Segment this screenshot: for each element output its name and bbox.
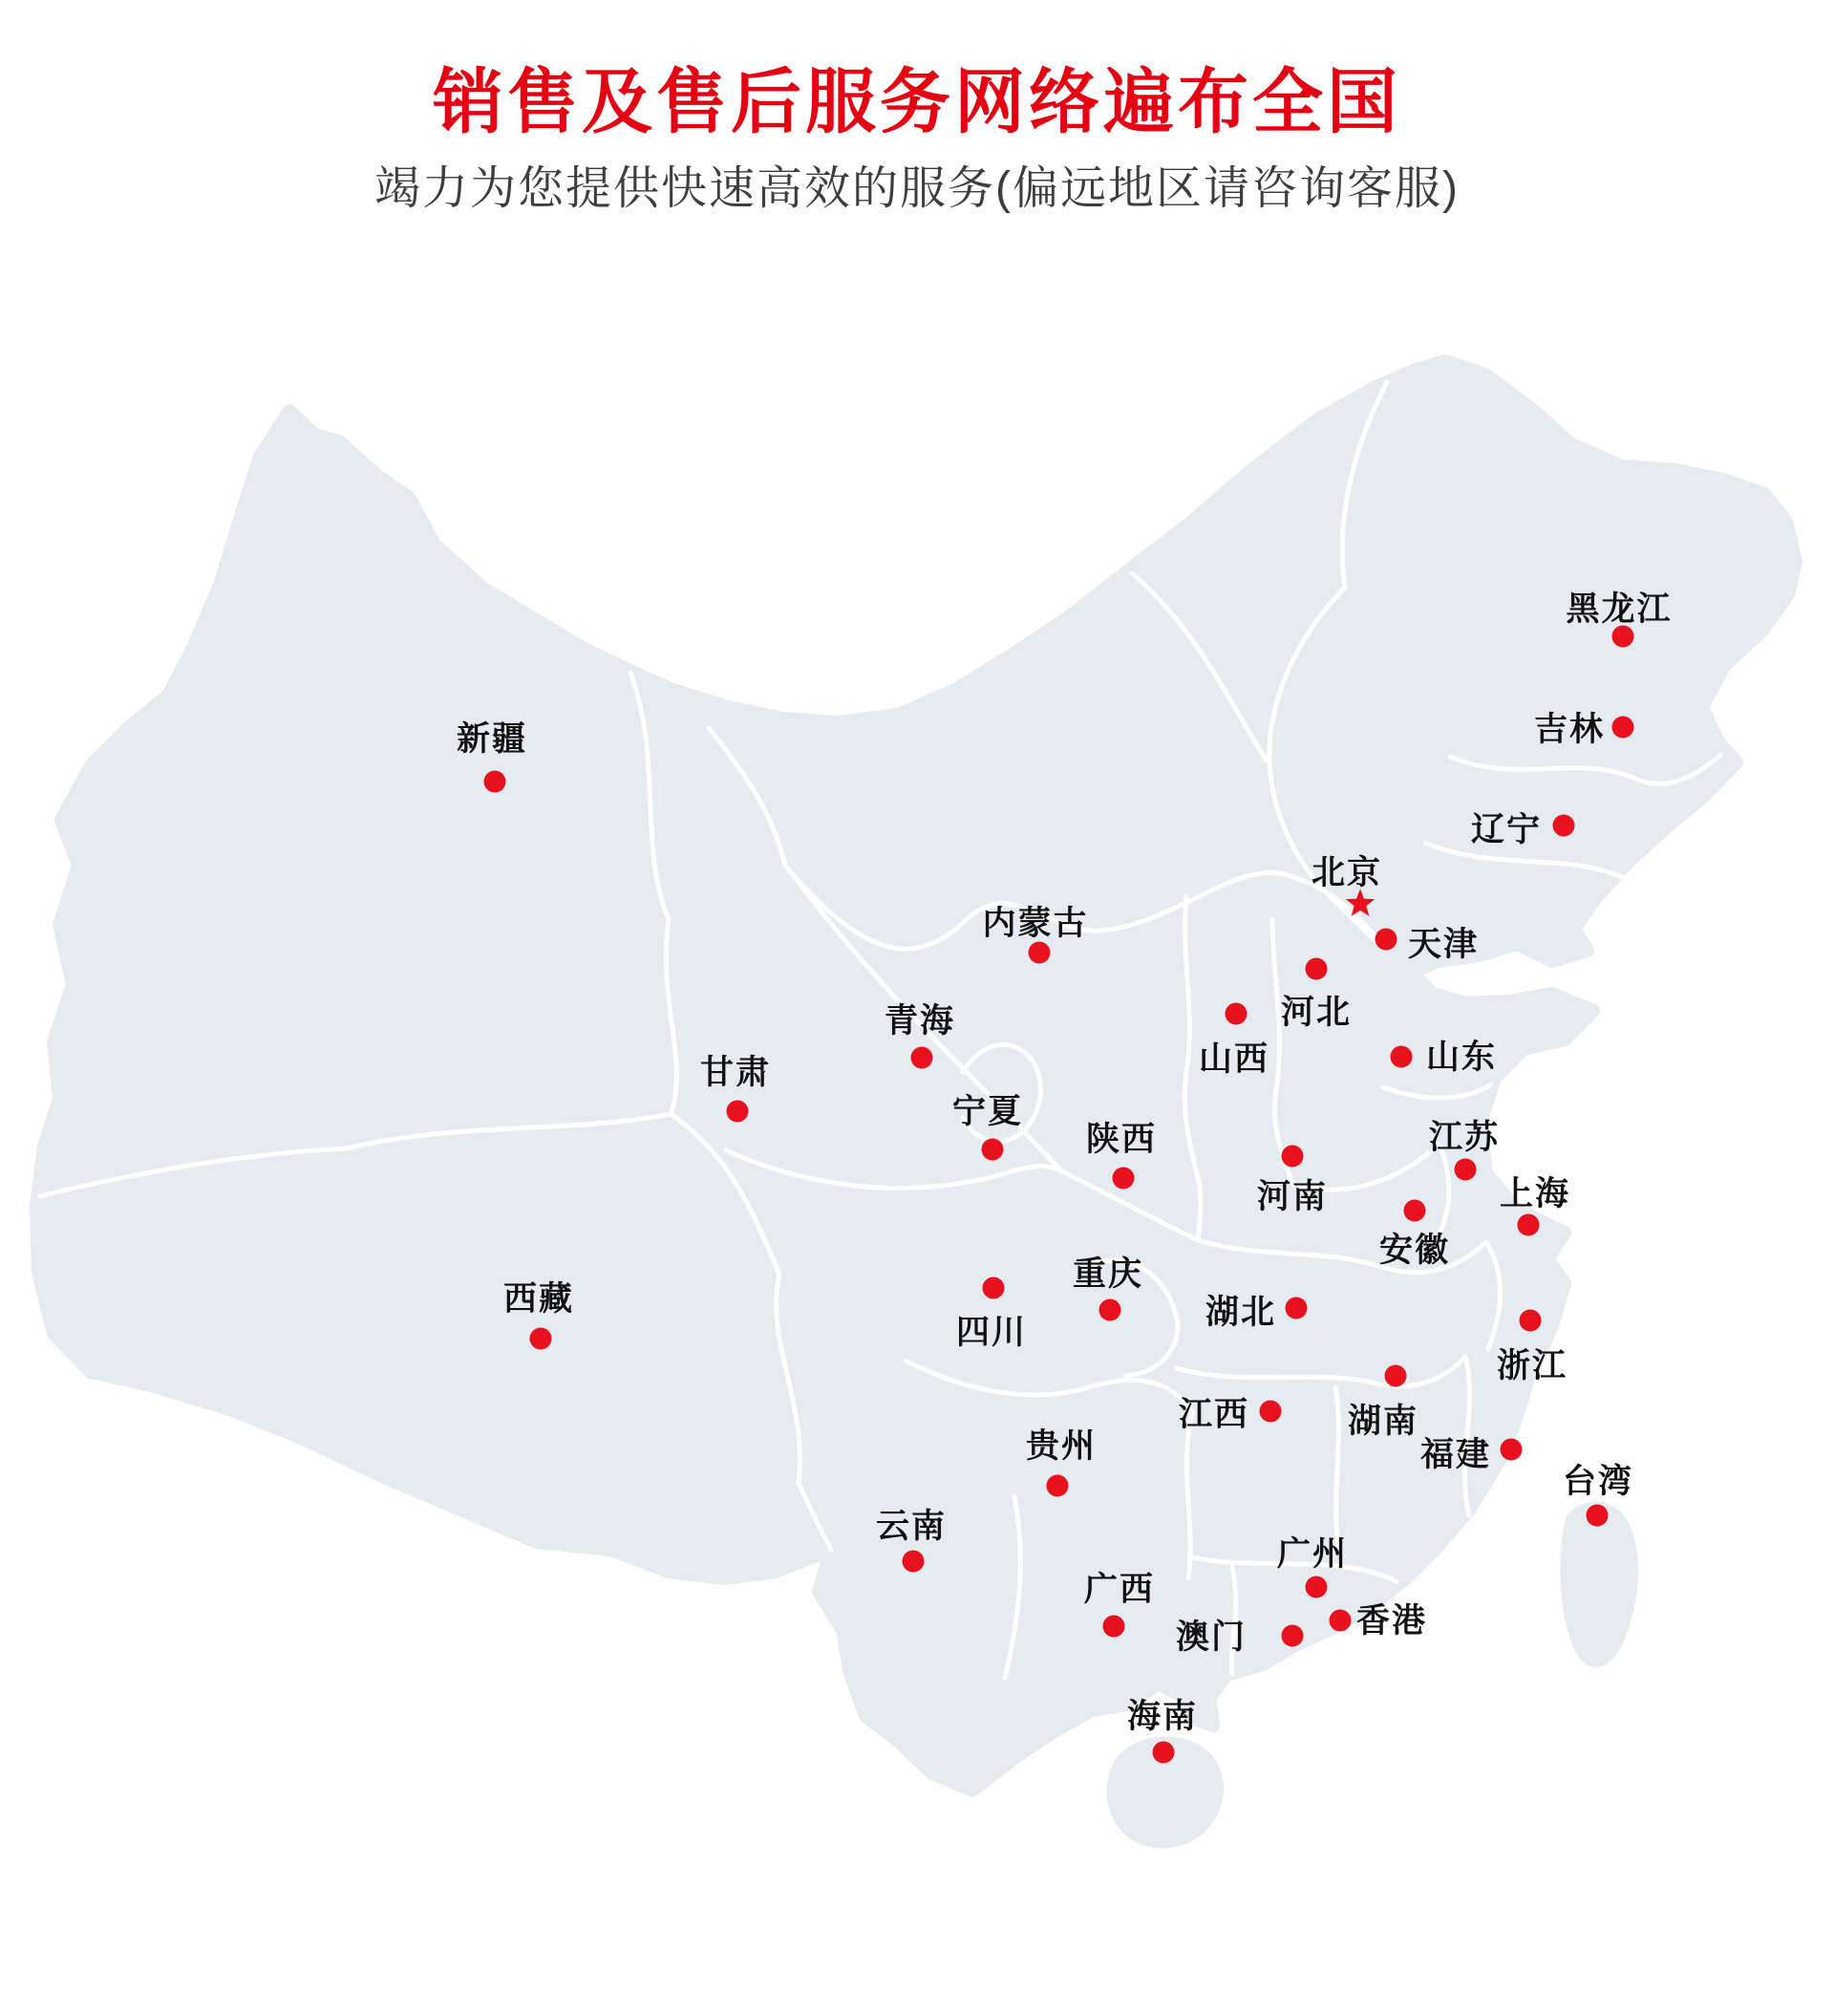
location-dot-icon bbox=[983, 1277, 1005, 1299]
location-dot-icon bbox=[1376, 929, 1397, 951]
location-dot-icon bbox=[1306, 1576, 1328, 1598]
location-dot-icon bbox=[1330, 1610, 1352, 1632]
province-label: 贵州 bbox=[1025, 1427, 1098, 1465]
location-dot-icon bbox=[1286, 1298, 1308, 1319]
province-label: 西藏 bbox=[502, 1280, 575, 1318]
page-subtitle: 竭力为您提供快速高效的服务(偏远地区请咨询客服) bbox=[374, 163, 1460, 214]
page-title: 销售及售后服务网络遍布全国 bbox=[433, 62, 1401, 141]
province-label: 浙江 bbox=[1496, 1347, 1568, 1384]
province-label: 江苏 bbox=[1428, 1119, 1501, 1156]
province-label: 广州 bbox=[1276, 1535, 1349, 1573]
province-label: 山西 bbox=[1198, 1040, 1270, 1078]
location-dot-icon bbox=[1282, 1625, 1304, 1647]
location-dot-icon bbox=[1153, 1742, 1175, 1764]
location-dot-icon bbox=[1113, 1168, 1135, 1190]
province-label: 澳门 bbox=[1175, 1619, 1248, 1656]
province-label: 安徽 bbox=[1378, 1232, 1451, 1269]
province-label: 河北 bbox=[1280, 994, 1353, 1031]
location-dot-icon bbox=[1518, 1214, 1540, 1236]
location-dot-icon bbox=[1612, 717, 1634, 739]
location-dot-icon bbox=[1306, 958, 1328, 980]
location-dot-icon bbox=[1404, 1200, 1426, 1222]
location-dot-icon bbox=[982, 1139, 1004, 1161]
location-dot-icon bbox=[1501, 1439, 1523, 1461]
location-dot-icon bbox=[1587, 1505, 1609, 1527]
location-dot-icon bbox=[1226, 1003, 1248, 1025]
location-dot-icon bbox=[727, 1101, 749, 1123]
province-label: 上海 bbox=[1499, 1175, 1571, 1212]
province-label: 四川 bbox=[955, 1314, 1028, 1351]
province-label: 广西 bbox=[1083, 1571, 1156, 1608]
province-label: 山东 bbox=[1425, 1039, 1498, 1076]
province-label: 宁夏 bbox=[951, 1093, 1024, 1130]
province-label: 河南 bbox=[1256, 1178, 1329, 1215]
province-label: 辽宁 bbox=[1470, 811, 1543, 848]
location-dot-icon bbox=[1260, 1401, 1282, 1423]
location-dot-icon bbox=[1520, 1310, 1542, 1332]
province-label: 内蒙古 bbox=[982, 905, 1089, 942]
province-label: 福建 bbox=[1419, 1436, 1492, 1473]
province-label: 重庆 bbox=[1072, 1255, 1144, 1293]
location-dot-icon bbox=[911, 1047, 933, 1069]
province-label: 新疆 bbox=[456, 720, 528, 758]
province-label: 天津 bbox=[1407, 926, 1480, 963]
province-label: 甘肃 bbox=[699, 1054, 772, 1091]
province-label: 青海 bbox=[884, 1002, 956, 1040]
location-dot-icon bbox=[530, 1328, 552, 1350]
location-dot-icon bbox=[1455, 1159, 1477, 1181]
province-label: 湖北 bbox=[1205, 1294, 1277, 1331]
location-dot-icon bbox=[903, 1551, 925, 1573]
location-dot-icon bbox=[1385, 1365, 1407, 1387]
location-dot-icon bbox=[1391, 1046, 1413, 1068]
province-label: 海南 bbox=[1126, 1698, 1199, 1735]
location-dot-icon bbox=[1553, 815, 1575, 837]
province-label: 云南 bbox=[875, 1508, 948, 1545]
location-dot-icon bbox=[1282, 1146, 1304, 1168]
province-label: 江西 bbox=[1178, 1396, 1250, 1433]
location-dot-icon bbox=[484, 771, 506, 793]
province-label: 陕西 bbox=[1085, 1121, 1158, 1158]
province-label: 黑龙江 bbox=[1566, 590, 1673, 628]
province-label: 香港 bbox=[1355, 1602, 1428, 1640]
location-dot-icon bbox=[1099, 1299, 1121, 1321]
province-label: 湖南 bbox=[1347, 1403, 1419, 1440]
location-dot-icon bbox=[1103, 1616, 1125, 1638]
province-label: 台湾 bbox=[1562, 1463, 1634, 1500]
location-dot-icon bbox=[1047, 1475, 1069, 1497]
province-label: 吉林 bbox=[1533, 711, 1606, 748]
province-label: 北京 bbox=[1311, 854, 1383, 891]
